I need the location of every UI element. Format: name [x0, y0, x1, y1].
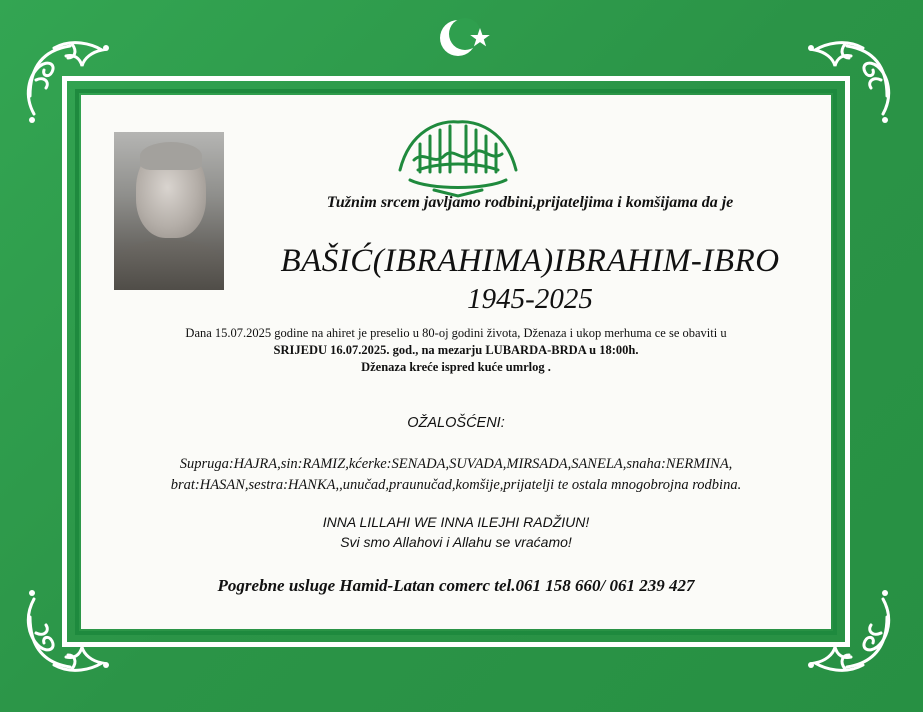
- portrait-body: [114, 240, 224, 290]
- portrait-photo: [114, 132, 224, 290]
- crescent-star-icon: [436, 14, 500, 62]
- prayer-text: INNA LILLAHI WE INNA ILEJHI RADŽIUN!: [322, 514, 590, 530]
- family-line-2: brat:HASAN,sestra:HANKA,,unučad,praunučad,komšije,prijatelji te ostala mnogobrojna rodbina.: [170, 477, 742, 493]
- mourners-heading: OŽALOŠĆENI:: [407, 415, 505, 431]
- portrait-hair: [140, 142, 202, 170]
- details-line-1: Dana 15.07.2025 godine na ahiret je preselio u 80-oj godini života, Dženaza i ukop merhuma ce se obaviti u: [185, 326, 727, 340]
- life-years: 1945-2025: [467, 283, 593, 315]
- calligraphy-emblem: [390, 110, 526, 198]
- deceased-name: BAŠIĆ(IBRAHIMA)IBRAHIM-IBRO: [280, 243, 780, 279]
- funeral-services: Pogrebne usluge Hamid-Latan comerc tel.061 158 660/ 061 239 427: [217, 576, 695, 595]
- details-line-2: SRIJEDU 16.07.2025. god., na mezarju LUBARDA-BRDA u 18:00h.: [273, 343, 639, 357]
- prayer-translation: Svi smo Allahovi i Allahu se vraćamo!: [340, 534, 572, 550]
- details-line-3: Dženaza kreće ispred kuće umrlog .: [361, 360, 551, 374]
- family-line-1: Supruga:HAJRA,sin:RAMIZ,kćerke:SENADA,SUVADA,MIRSADA,SANELA,snaha:NERMINA,: [179, 456, 733, 472]
- intro-text: Tužnim srcem javljamo rodbini,prijateljima i komšijama da je: [326, 194, 734, 211]
